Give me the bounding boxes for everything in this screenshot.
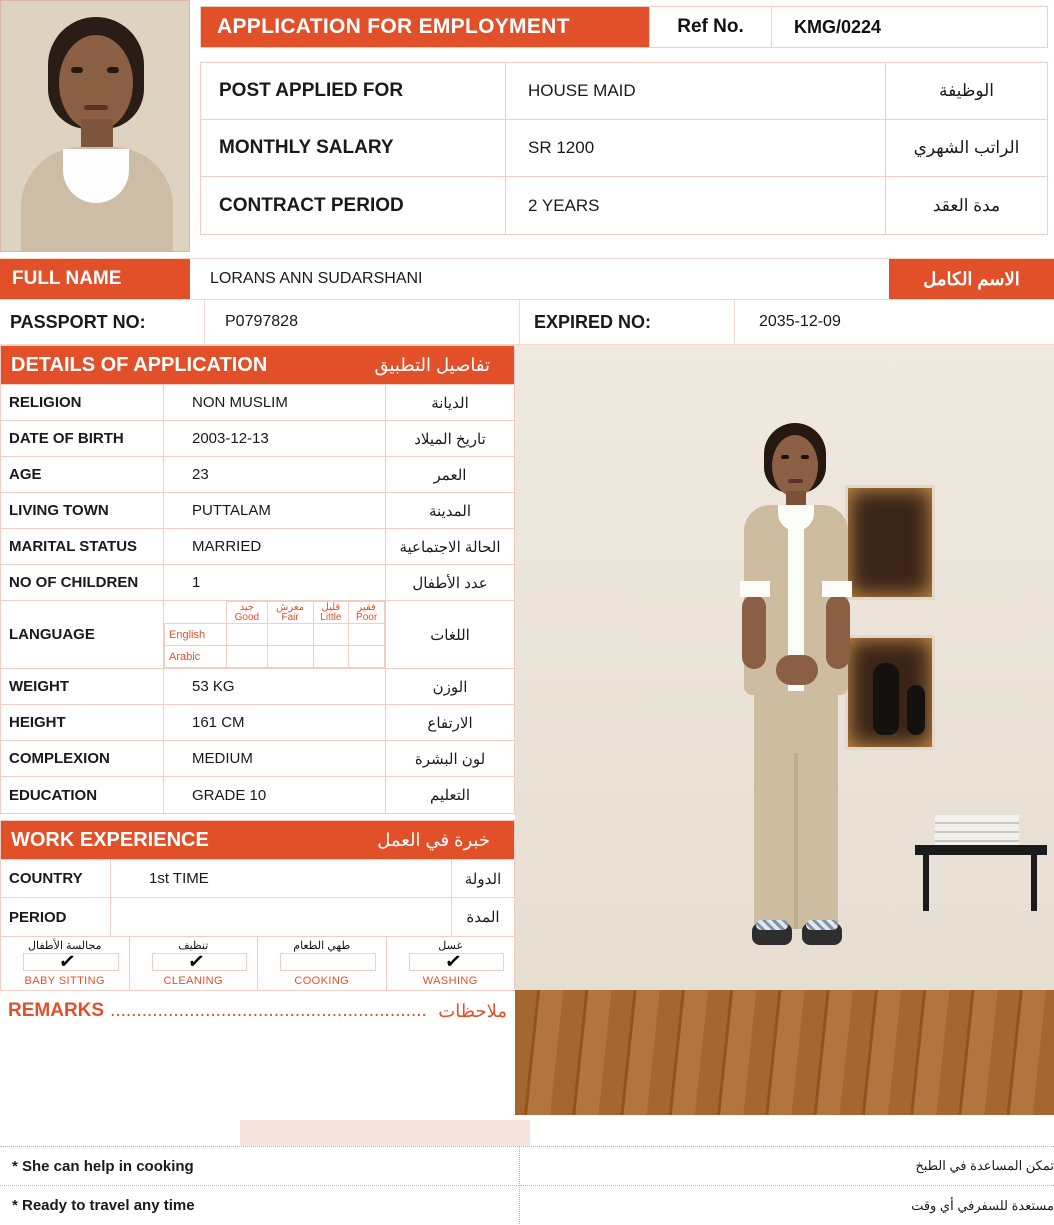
lang-level-en-poor: Poor — [356, 611, 378, 623]
height-value: 161 CM — [164, 705, 386, 740]
left-column — [0, 345, 515, 1031]
footer-notes — [0, 1146, 1054, 1224]
post-details-table — [200, 62, 1048, 235]
body-section — [0, 345, 1054, 1031]
dob-arabic: تاريخ الميلاد — [414, 430, 486, 448]
passport-row — [0, 300, 1054, 345]
full-name-arabic: الاسم الكامل — [889, 259, 1054, 299]
footer-note-2: * Ready to travel any time — [12, 1197, 195, 1214]
education-label: EDUCATION — [1, 777, 164, 813]
passport-no-value: P0797828 — [205, 300, 520, 344]
check-icon: ✓ — [57, 949, 78, 975]
page-title: APPLICATION FOR EMPLOYMENT — [200, 6, 650, 48]
details-table — [0, 385, 515, 814]
lang-level-en-good: Good — [234, 611, 260, 623]
complexion-value: MEDIUM — [164, 741, 386, 776]
language-row — [1, 601, 514, 669]
monthly-salary-value: SR 1200 — [506, 120, 886, 176]
age-value: 23 — [164, 457, 386, 492]
lang-level-ar-little: قليل — [321, 601, 341, 613]
marital-status-value: MARRIED — [164, 529, 386, 564]
skill-cooking-label: COOKING — [294, 975, 350, 987]
title-row — [200, 6, 1048, 48]
work-heading-en: WORK EXPERIENCE — [11, 828, 209, 851]
age-label: AGE — [1, 457, 164, 492]
footer-note-arabic-1: تمكن المساعدة في الطبخ — [520, 1147, 1054, 1186]
skill-cooking-arabic: طهي الطعام — [293, 940, 351, 952]
check-icon: ✓ — [442, 949, 463, 975]
ref-no-value: KMG/0224 — [772, 6, 1048, 48]
children-label: NO OF CHILDREN — [1, 565, 164, 600]
skill-baby-sitting-label: BABY SITTING — [24, 975, 105, 987]
complexion-arabic: لون البشرة — [414, 750, 486, 768]
work-period-value — [111, 898, 452, 936]
monthly-salary-label: MONTHLY SALARY — [201, 120, 506, 176]
remarks-label: REMARKS — [8, 1000, 105, 1021]
details-section-header — [0, 345, 515, 385]
full-name-label: FULL NAME — [0, 259, 190, 299]
language-grid — [164, 601, 386, 668]
details-heading-en: DETAILS OF APPLICATION — [11, 353, 268, 376]
religion-value: NON MUSLIM — [164, 385, 386, 420]
skill-washing-arabic: غسل — [438, 940, 463, 952]
full-name-value: LORANS ANN SUDARSHANI — [210, 270, 423, 287]
decorative-band — [240, 1120, 530, 1146]
table-row — [1, 777, 514, 813]
table-row — [1, 457, 514, 493]
post-applied-value: HOUSE MAID — [506, 63, 886, 119]
lang-cell-english-little[interactable] — [313, 624, 349, 646]
education-arabic: التعليم — [430, 787, 470, 804]
work-country-arabic: الدولة — [464, 870, 502, 888]
religion-arabic: الديانة — [431, 394, 469, 412]
post-applied-arabic: الوظيفة — [938, 81, 995, 100]
height-label: HEIGHT — [1, 705, 164, 740]
passport-no-label: PASSPORT NO: — [0, 300, 205, 344]
check-icon: ✓ — [185, 949, 206, 975]
full-name-row — [0, 258, 1054, 300]
lang-level-ar-good: جيد — [239, 601, 255, 613]
marital-status-label: MARITAL STATUS — [1, 529, 164, 564]
lang-cell-english-poor[interactable] — [349, 624, 385, 646]
children-arabic: عدد الأطفال — [412, 574, 488, 592]
living-town-value: PUTTALAM — [164, 493, 386, 528]
table-row — [1, 529, 514, 565]
remarks-arabic: ملاحظات — [438, 1000, 507, 1021]
weight-value: 53 KG — [164, 669, 386, 704]
lang-level-en-little: Little — [320, 611, 342, 623]
skill-cleaning[interactable] — [130, 937, 259, 990]
footer-note-1: * She can help in cooking — [0, 1147, 519, 1186]
top-section — [0, 0, 1054, 252]
table-row — [201, 63, 1047, 120]
monthly-salary-arabic: الراتب الشهري — [913, 138, 1020, 157]
language-label: LANGUAGE — [1, 601, 164, 668]
work-period-label: PERIOD — [1, 898, 111, 936]
work-country-label: COUNTRY — [1, 860, 111, 897]
lang-cell-arabic-poor[interactable] — [349, 646, 385, 668]
applicant-passport-photo — [0, 0, 190, 252]
lang-level-en-fair: Fair — [281, 611, 299, 623]
dob-label: DATE OF BIRTH — [1, 421, 164, 456]
work-table — [0, 860, 515, 937]
lang-level-ar-fair: معرش — [276, 601, 305, 613]
table-row — [1, 705, 514, 741]
applicant-full-photo — [515, 345, 1054, 1031]
skill-cooking-checkbox[interactable] — [280, 953, 376, 971]
contract-period-label: CONTRACT PERIOD — [201, 177, 506, 234]
work-period-arabic: المدة — [466, 909, 500, 926]
skill-washing-label: WASHING — [422, 975, 478, 987]
lang-cell-arabic-good[interactable] — [227, 646, 268, 668]
post-applied-label: POST APPLIED FOR — [201, 63, 506, 119]
religion-label: RELIGION — [1, 385, 164, 420]
table-row — [1, 565, 514, 601]
skills-row — [0, 937, 515, 991]
table-row — [1, 741, 514, 777]
passport-expiry-label: EXPIRED NO: — [520, 300, 735, 344]
skill-cleaning-arabic: تنظيف — [178, 940, 209, 952]
lang-level-ar-poor: فقير — [357, 601, 376, 613]
header-block — [190, 0, 1054, 252]
contract-period-arabic: مدة العقد — [932, 195, 1001, 215]
skill-washing[interactable] — [387, 937, 515, 990]
living-town-label: LIVING TOWN — [1, 493, 164, 528]
language-english-label: English — [165, 624, 227, 646]
living-town-arabic: المدينة — [428, 502, 472, 520]
contract-period-value: 2 YEARS — [506, 177, 886, 234]
skill-baby-sitting[interactable] — [1, 937, 130, 990]
lang-cell-english-fair[interactable] — [267, 624, 313, 646]
education-value: GRADE 10 — [164, 777, 386, 813]
weight-label: WEIGHT — [1, 669, 164, 704]
details-heading-ar: تفاصيل التطبيق — [374, 354, 490, 375]
footer-note-arabic-2: مستعدة للسفرفي أي وقت — [911, 1197, 1054, 1213]
work-heading-ar: خبرة في العمل — [377, 829, 490, 850]
table-row — [1, 860, 514, 898]
language-arabic-label: Arabic — [165, 646, 227, 668]
lang-cell-arabic-fair[interactable] — [267, 646, 313, 668]
skill-cooking[interactable] — [258, 937, 387, 990]
table-row — [1, 898, 514, 936]
dob-value: 2003-12-13 — [164, 421, 386, 456]
age-arabic: العمر — [433, 466, 467, 484]
remarks-dots: ............................................................ — [110, 1000, 427, 1021]
language-arabic-title: اللغات — [430, 626, 470, 644]
remarks-row — [0, 991, 515, 1031]
skill-cleaning-label: CLEANING — [163, 975, 223, 987]
complexion-label: COMPLEXION — [1, 741, 164, 776]
height-arabic: الارتفاع — [427, 714, 473, 732]
skill-baby-sitting-arabic: مجالسة الأطفال — [28, 940, 102, 952]
table-row — [201, 120, 1047, 177]
lang-cell-arabic-little[interactable] — [313, 646, 349, 668]
lang-cell-english-good[interactable] — [227, 624, 268, 646]
children-value: 1 — [164, 565, 386, 600]
table-row — [1, 669, 514, 705]
marital-status-arabic: الحالة الاجتماعية — [399, 538, 501, 556]
work-country-value: 1st TIME — [111, 860, 452, 897]
table-row — [1, 421, 514, 457]
weight-arabic: الوزن — [432, 678, 468, 696]
passport-expiry-value: 2035-12-09 — [759, 313, 841, 330]
table-row — [201, 177, 1047, 234]
table-row — [1, 493, 514, 529]
ref-no-label: Ref No. — [650, 6, 772, 48]
table-row — [1, 385, 514, 421]
work-section-header — [0, 820, 515, 860]
